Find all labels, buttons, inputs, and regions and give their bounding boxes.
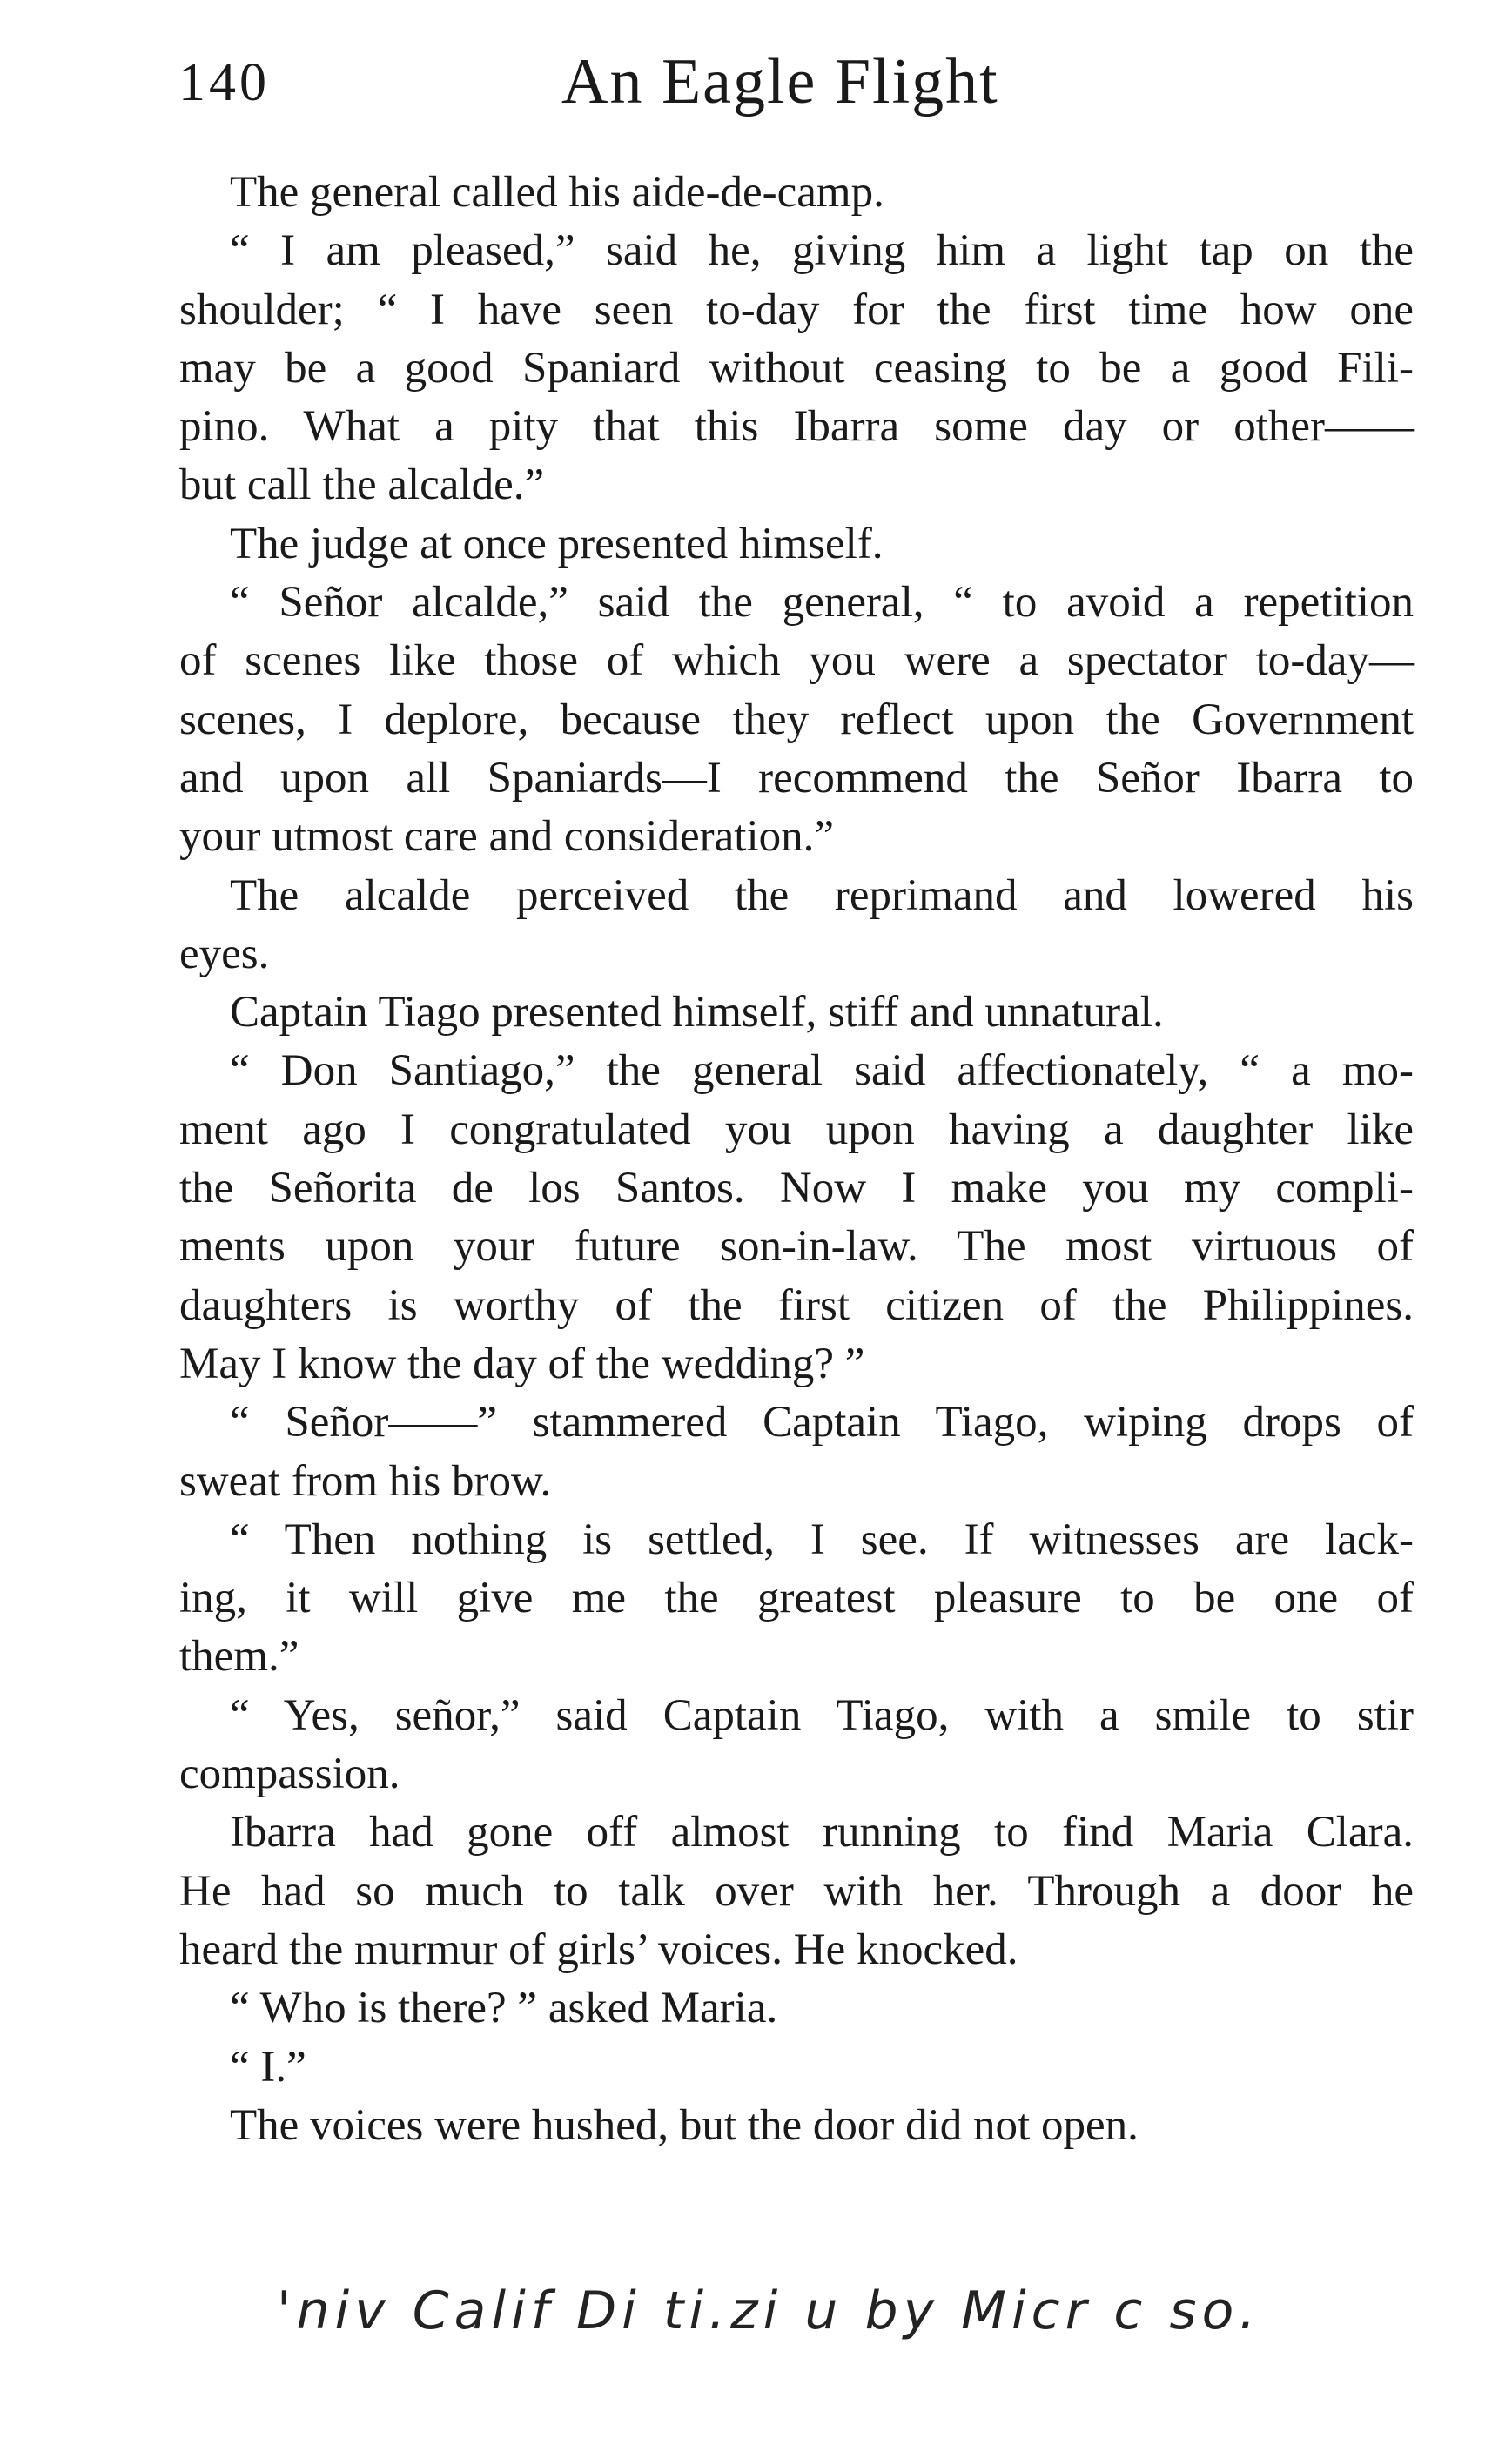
- text-line: of scenes like those of which you were a spectator to-day—: [179, 636, 1414, 686]
- text-line: He had so much to talk over with her. Through a door he: [179, 1866, 1414, 1916]
- text-line: eyes.: [179, 929, 270, 978]
- text-line: heard the murmur of girls’ voices. He knocked.: [179, 1924, 1018, 1974]
- text-line: “ Who is there? ” asked Maria.: [230, 1984, 778, 2033]
- text-line: “ I.”: [230, 2042, 306, 2092]
- text-line: shoulder; “ I have seen to-day for the first time how one: [179, 285, 1414, 334]
- text-line: The alcalde perceived the reprimand and lowered his: [230, 870, 1414, 920]
- text-line: them.”: [179, 1632, 299, 1682]
- text-line: “ Señor——” stammered Captain Tiago, wiping drops of: [230, 1398, 1414, 1448]
- text-line: “ Then nothing is settled, I see. If witnesses are lack-: [230, 1515, 1414, 1564]
- text-line: scenes, I deplore, because they reflect upon the Government: [179, 695, 1414, 744]
- page-number: 140: [178, 53, 270, 112]
- text-line: “ Don Santiago,” the general said affectionately, “ a mo-: [230, 1046, 1414, 1096]
- running-head: [178, 45, 1415, 141]
- text-line: May I know the day of the wedding? ”: [179, 1339, 865, 1388]
- text-line: ments upon your future son-in-law. The most virtuous of: [179, 1222, 1414, 1272]
- digitization-stamp: 'niv Calif Di ti.zi u by Micr c so.: [277, 2280, 1261, 2341]
- text-line: compassion.: [179, 1750, 400, 1799]
- text-line: sweat from his brow.: [179, 1456, 552, 1506]
- text-line: “ Yes, señor,” said Captain Tiago, with a smile to stir: [230, 1690, 1414, 1740]
- text-line: your utmost care and consideration.”: [179, 812, 835, 862]
- text-line: pino. What a pity that this Ibarra some day or other——: [179, 402, 1414, 452]
- text-line: but call the alcalde.”: [179, 460, 545, 510]
- text-line: “ Señor alcalde,” said the general, “ to avoid a repetition: [230, 578, 1414, 628]
- text-line: may be a good Spaniard without ceasing to be a good Fili-: [179, 343, 1414, 393]
- text-line: The general called his aide-de-camp.: [230, 168, 884, 217]
- running-title: An Eagle Flight: [561, 46, 999, 118]
- text-line: and upon all Spaniards—I recommend the Señor Ibarra to: [179, 753, 1414, 803]
- text-line: Captain Tiago presented himself, stiff and unnatural.: [230, 988, 1164, 1038]
- text-line: daughters is worthy of the first citizen of the Philippines.: [179, 1280, 1414, 1330]
- text-line: ing, it will give me the greatest pleasure to be one of: [179, 1574, 1414, 1623]
- text-line: “ I am pleased,” said he, giving him a light tap on the: [230, 226, 1414, 276]
- text-line: Ibarra had gone off almost running to find Maria Clara.: [230, 1808, 1414, 1857]
- body-text: [179, 164, 1414, 2155]
- text-line: the Señorita de los Santos. Now I make you my compli-: [179, 1164, 1414, 1213]
- text-line: ment ago I congratulated you upon having a daughter like: [179, 1105, 1414, 1154]
- text-line: The voices were hushed, but the door did not open.: [230, 2100, 1139, 2150]
- text-line: The judge at once presented himself.: [230, 519, 884, 568]
